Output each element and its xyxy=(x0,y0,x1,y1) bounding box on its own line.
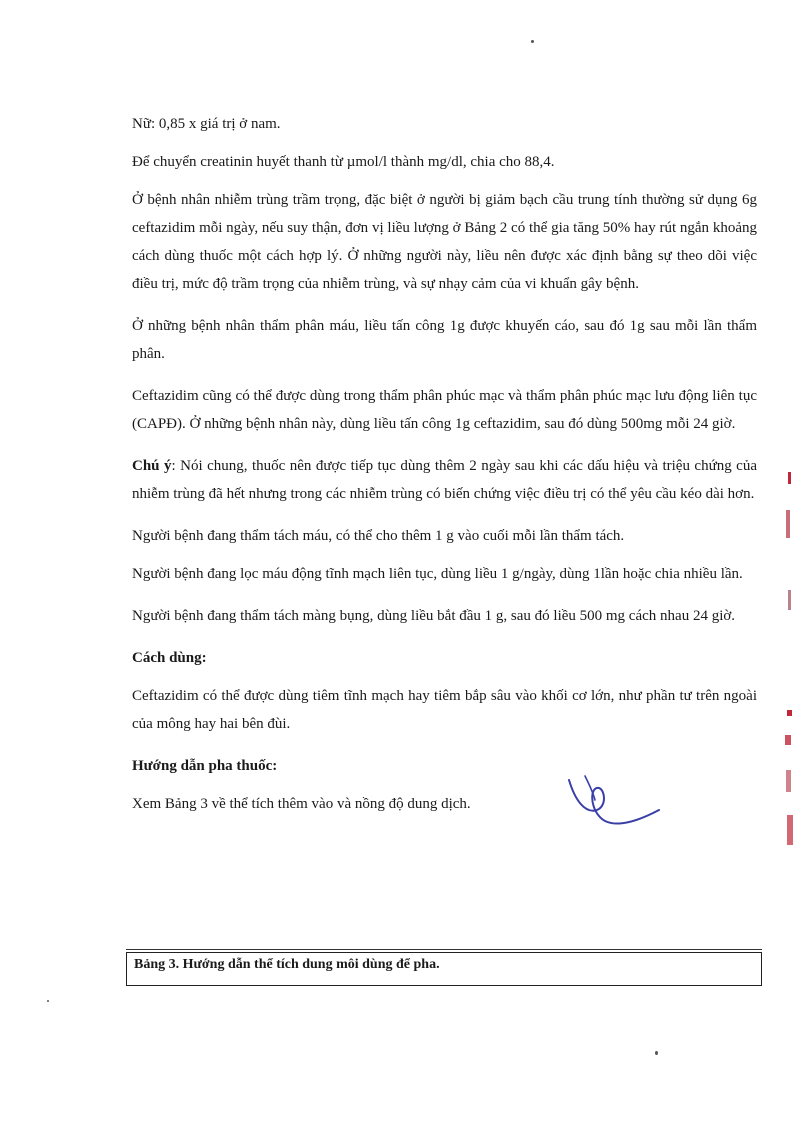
signature-mark xyxy=(555,770,665,840)
paragraph-peritoneal-extra: Người bệnh đang thẩm tách màng bụng, dùng liều bắt đầu 1 g, sau đó liều 500 mg cách nhau 24 giờ. xyxy=(132,608,736,624)
paragraph-hemodialysis: Ở những bệnh nhân thẩm phân máu, liều tấn công 1g được khuyến cáo, sau đó 1g sau mỗi lần thẩm phân. xyxy=(132,318,757,362)
speck xyxy=(655,1051,658,1055)
margin-stamp-marks xyxy=(776,470,796,850)
paragraph-severe-infection: Ở bệnh nhân nhiễm trùng trầm trọng, đặc biệt ở người bị giảm bạch cầu trung tính thường sử dụng 6g ceftazidim mỗi ngày, nếu suy thận, đơn vị liều lượng ở Bảng 2 có thể gia tăng 50% hay rút ngắn khoảng cách dùng thuốc một cách hợp lý. Ở những người này, liều nên được xác định bằng sự theo dõi việc điều trị, mức độ trầm trọng của nhiễm trùng, và sự nhạy cảm của vi khuẩn gây bệnh. xyxy=(132,192,757,292)
table-caption-box xyxy=(126,952,762,986)
paragraph-note xyxy=(132,452,757,508)
document-body xyxy=(132,110,757,832)
table-top-rule xyxy=(126,949,762,950)
speck xyxy=(531,40,534,43)
paragraph-continuous-filtration: Người bệnh đang lọc máu động tĩnh mạch liên tục, dùng liều 1 g/ngày, dùng 1lần hoặc chia nhiều lần. xyxy=(132,566,743,582)
preparation-paragraph: Xem Bảng 3 về thể tích thêm vào và nồng độ dung dịch. xyxy=(132,796,471,812)
paragraph-female-factor: Nữ: 0,85 x giá trị ở nam. xyxy=(132,116,281,132)
paragraph-peritoneal-dialysis: Ceftazidim cũng có thể được dùng trong thẩm phân phúc mạc và thẩm phân phúc mạc lưu động liên tục (CAPĐ). Ở những bệnh nhân này, dùng liều tấn công 1g ceftazidim, sau đó dùng 500mg mỗi 24 giờ. xyxy=(132,388,757,432)
table-caption: Bảng 3. Hướng dẫn thể tích dung môi dùng để pha. xyxy=(134,957,440,972)
note-label: Chú ý xyxy=(132,458,172,474)
usage-heading: Cách dùng: xyxy=(132,650,207,666)
preparation-heading: Hướng dẫn pha thuốc: xyxy=(132,758,278,774)
usage-paragraph: Ceftazidim có thể được dùng tiêm tĩnh mạch hay tiêm bắp sâu vào khối cơ lớn, như phần tư trên ngoài của mông hay hai bên đùi. xyxy=(132,688,757,732)
paragraph-hemodialysis-extra: Người bệnh đang thẩm tách máu, có thể cho thêm 1 g vào cuối mỗi lần thẩm tách. xyxy=(132,528,625,544)
note-text: : Nói chung, thuốc nên được tiếp tục dùng thêm 2 ngày sau khi các dấu hiệu và triệu chứng của nhiễm trùng đã hết nhưng trong các nhiễm trùng có biến chứng việc điều trị có thể yêu cầu kéo dài hơn. xyxy=(132,458,757,502)
speck xyxy=(47,1000,49,1002)
paragraph-creatinine-conversion: Để chuyển creatinin huyết thanh từ µmol/l thành mg/dl, chia cho 88,4. xyxy=(132,154,555,170)
